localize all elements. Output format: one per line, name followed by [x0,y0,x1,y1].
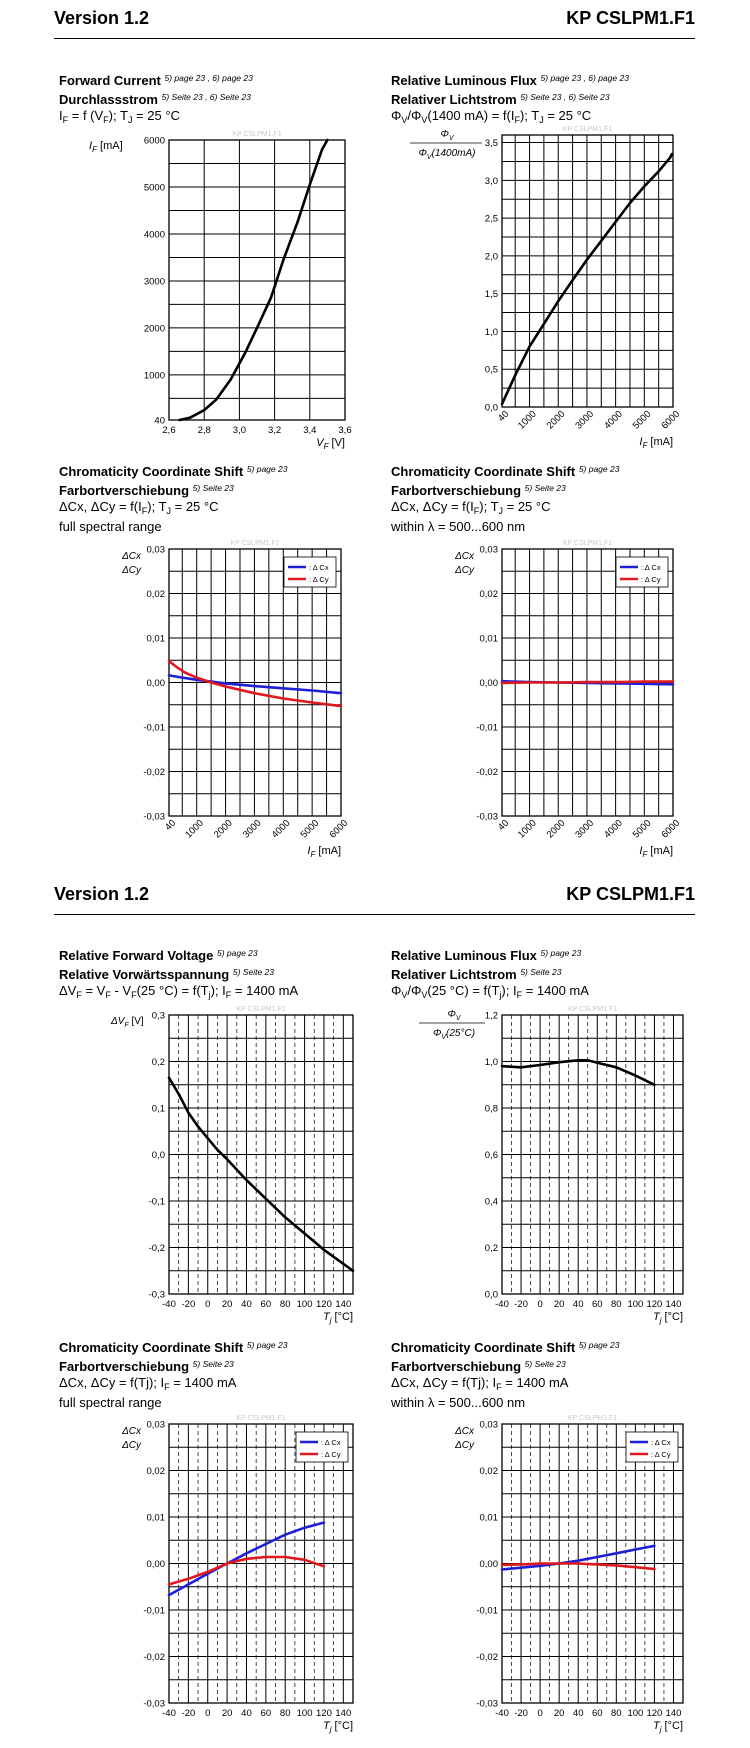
x-tick-label: 0 [537,1708,543,1719]
caption-equation: $I_F = f$ $(V_F)$; $T_J = 25$ °C [59,108,180,125]
chart-2 [410,126,682,450]
y-tick-label: 1000 [143,370,165,382]
x-axis-label: $T_j$ [°C] [652,1720,683,1734]
y-tick-label: 0,00 [479,1559,498,1570]
caption-note: within λ = 500...600 nm [391,1395,526,1410]
y-tick-label: -0,01 [143,1605,165,1617]
y-axis-label-cy: ΔCy [455,565,474,576]
x-tick-label: 20 [221,1708,233,1719]
x-axis-label: $I_F$ [mA] [307,845,341,859]
x-tick-label: 1000 [183,817,206,841]
y-tick-label: 0,2 [484,1243,498,1254]
y-tick-label: -0,02 [143,1652,165,1663]
y-axis-label: $I_F$ [mA] [89,140,123,154]
y-tick-label: -0,01 [143,722,165,734]
x-tick-label: 2,6 [162,425,176,436]
x-tick-label: -20 [514,1299,528,1310]
y-tick-label: 0,01 [479,633,498,645]
y-tick-label: -0,02 [143,767,165,778]
document-id: KP CSLPM1.F1 [566,8,695,28]
plot-frame [502,135,673,407]
y-tick-label: 0,01 [146,633,165,645]
y-tick-label: 2,0 [484,251,498,263]
x-tick-label: -40 [162,1299,176,1310]
chart-8 [454,1415,683,1734]
y-axis-label: $\Phi_V$ [440,129,454,142]
x-tick-label: 60 [591,1299,603,1310]
watermark: KP CSLPM1.F1 [236,1006,286,1013]
x-tick-label: -40 [162,1708,176,1719]
x-tick-label: 140 [335,1708,352,1719]
x-tick-label: -40 [495,1299,509,1310]
y-tick-label: 0,0 [484,1289,498,1301]
x-tick-label: 80 [611,1708,622,1719]
x-axis-label: $T_j$ [°C] [322,1720,353,1734]
caption-chromaticity-current-full: Chromaticity Coordinate Shift $^{5) page 23}$ Farbortverschiebung $^{5) Seite 23}$ ΔCx, $\Delta Cy = f(I_F)$; $T_J = 25$ °C full spectral range [59,461,389,535]
y-axis-label-cy: ΔCy [122,1440,141,1451]
x-tick-label: 100 [296,1299,313,1310]
y-tick-label: -0,1 [148,1196,165,1208]
y-tick-label: 0,2 [151,1057,165,1068]
y-axis-label-cx: ΔCx [122,1426,141,1437]
caption-chromaticity-temp-window: Chromaticity Coordinate Shift $^{5) page 23}$ Farbortverschiebung $^{5) Seite 23}$ ΔCx, ΔCy = f(Tj); $I_F = 1400$ mA within λ = 500...600 nm [391,1337,721,1411]
x-axis-label: $I_F$ [mA] [639,436,673,450]
y-tick-label: 0,03 [479,1419,498,1431]
x-tick-label: 120 [646,1299,663,1310]
x-tick-label: 3000 [573,817,597,841]
y-tick-label: 40 [154,415,165,427]
x-tick-label: 140 [335,1299,352,1310]
y-axis-label-cy: ΔCy [122,565,141,576]
x-tick-label: 80 [279,1708,291,1719]
caption-equation: ΔCx, $\Delta Cy = f(I_F)$; $T_J = 25$ °C [59,499,219,516]
x-tick-label: 4000 [269,817,293,841]
x-tick-label: 40 [572,1299,584,1310]
y-tick-label: 3000 [143,276,165,288]
watermark: KP CSLPM1.F1 [567,1415,618,1422]
watermark: KP CSLPM1.F1 [230,540,280,547]
caption-note: full spectral range [59,519,162,534]
series-line--v [502,158,670,404]
caption-forward-current: Forward Current $^{5) page 23 , 6) page 23}$ Durchlassstrom $^{5) Seite 23 , 6) Seite 23}$ $I_F = f$ $(V_F)$; $T_J = 25$ °C [59,70,389,128]
y-tick-label: 2000 [143,323,165,335]
y-axis-label: $\Delta V_F$ [V] [111,1016,144,1029]
x-tick-label: 1000 [516,408,539,432]
y-tick-label: 0,5 [484,364,498,376]
x-axis-label: $T_j$ [°C] [652,1311,683,1325]
x-tick-label: -20 [181,1708,196,1719]
caption-equation: $\Delta V_F = V_F - V_F(25$ $^\circ C) = f(T_j)$; $I_F = 1400$ mA [59,983,299,1000]
caption-equation: ΔCx, ΔCy = f(Tj); $I_F = 1400$ mA [391,1375,569,1392]
legend-label: : Δ Cy [309,575,329,584]
watermark: KP CSLPM1.F1 [232,131,282,138]
x-tick-label: 40 [241,1299,252,1310]
x-tick-label: 40 [241,1708,252,1719]
series-line--cy [502,682,673,683]
y-tick-label: 0,6 [484,1150,498,1161]
y-tick-label: 0,3 [151,1010,165,1022]
y-tick-label: 0,02 [479,1466,498,1477]
x-axis-label: $I_F$ [mA] [639,845,673,859]
x-tick-label: 3000 [573,408,597,432]
caption-equation: $\Phi_V/\Phi_V(1400$ $mA) = f(I_F)$; $T_J = 25$ °C [391,108,592,125]
x-tick-label: 100 [627,1299,644,1310]
x-axis-label: $V_F$ [V] [316,437,345,451]
chart-3 [121,540,350,859]
y-tick-label: 0,8 [484,1103,498,1115]
y-tick-label: 0,03 [146,544,165,556]
caption-equation: $\Phi_V/\Phi_V(25$ $^\circ C) = f(T_j)$; $I_F = 1400$ mA [391,983,589,1000]
x-tick-label: 3000 [240,817,264,841]
y-tick-label: 0,03 [479,544,498,556]
version-label: Version 1.2 [54,884,150,904]
caption-relative-luminous-flux-temp: Relative Luminous Flux $^{5) page 23}$ Relativer Lichtstrom $^{5) Seite 23}$ $\Phi_V/\Phi_V(25$ $^\circ C) = f(T_j)$; $I_F = 1400$ mA [391,945,721,1003]
legend-label: : Δ Cy [651,1450,671,1459]
y-tick-label: -0,02 [476,1652,498,1663]
caption-equation: ΔCx, $\Delta Cy = f(I_F)$; $T_J = 25$ °C [391,499,551,516]
y-tick-label: 0,00 [479,678,498,689]
chart-5 [110,1006,353,1325]
y-tick-label: 0,03 [146,1419,165,1431]
x-tick-label: 20 [553,1299,565,1310]
x-tick-label: 40 [495,408,512,425]
x-tick-label: 0 [205,1708,211,1719]
x-tick-label: 4000 [602,817,625,841]
legend-label: : Δ Cx [321,1438,341,1447]
x-tick-label: 3,6 [338,425,352,436]
x-tick-label: -40 [495,1708,509,1719]
y-tick-label: -0,02 [476,767,498,778]
y-tick-label: 1,2 [484,1010,498,1022]
x-tick-label: 5000 [630,817,654,841]
y-axis-label-cy: ΔCy [455,1440,474,1451]
y-axis-label: $\Phi_V$ [447,1009,461,1022]
y-tick-label: -0,2 [148,1243,165,1254]
watermark: KP CSLPM1.F1 [562,126,613,133]
x-tick-label: 1000 [516,817,539,841]
y-tick-label: 0,00 [146,1559,165,1570]
y-tick-label: 0,02 [146,589,165,600]
y-axis-label-cx: ΔCx [455,551,474,562]
y-tick-label: 3,0 [484,175,498,187]
y-tick-label: 0,1 [151,1103,165,1115]
y-tick-label: -0,3 [148,1289,165,1301]
y-tick-label: 3,5 [484,138,498,150]
x-tick-label: 5000 [630,408,654,432]
y-tick-label: -0,01 [476,722,498,734]
x-tick-label: 80 [611,1299,622,1310]
x-tick-label: 40 [572,1708,584,1719]
y-axis-label-cx: ΔCx [122,551,141,562]
x-tick-label: 3,0 [232,425,247,436]
y-tick-label: -0,03 [476,1698,498,1710]
x-tick-label: -20 [181,1299,196,1310]
y-tick-label: 4000 [143,229,165,241]
chart-6 [419,1006,683,1325]
y-axis-label-cx: ΔCx [455,1426,474,1437]
y-tick-label: -0,01 [476,1605,498,1617]
y-tick-label: 5000 [143,182,165,194]
x-tick-label: 40 [495,817,512,834]
y-axis-label: $\Phi_V(25^\circ C)$ [432,1028,476,1041]
caption-relative-luminous-flux-current: Relative Luminous Flux $^{5) page 23 , 6) page 23}$ Relativer Lichtstrom $^{5) Seite 23 , 6) Seite 23}$ $\Phi_V/\Phi_V(1400$ $mA) = f(I_F)$; $T_J = 25$ °C [391,70,721,128]
y-tick-label: 1,0 [484,326,498,338]
caption-chromaticity-current-window: Chromaticity Coordinate Shift $^{5) page 23}$ Farbortverschiebung $^{5) Seite 23}$ ΔCx, $\Delta Cy = f(I_F)$; $T_J = 25$ °C within λ = 500...600 nm [391,461,721,535]
x-tick-label: 40 [162,817,179,834]
caption-equation: ΔCx, ΔCy = f(Tj); $I_F = 1400$ mA [59,1375,237,1392]
x-tick-label: 0 [537,1299,543,1310]
plot-frame [169,140,345,420]
caption-note: within λ = 500...600 nm [391,519,526,534]
x-tick-label: 80 [279,1299,291,1310]
y-tick-label: 0,01 [479,1512,498,1524]
x-tick-label: 60 [260,1299,272,1310]
x-tick-label: 5000 [298,817,322,841]
y-tick-label: -0,03 [143,811,165,823]
caption-chromaticity-temp-full: Chromaticity Coordinate Shift $^{5) page 23}$ Farbortverschiebung $^{5) Seite 23}$ ΔCx, ΔCy = f(Tj); $I_F = 1400$ mA full spectral range [59,1337,389,1411]
x-tick-label: 6000 [327,817,351,841]
legend-label: : Δ Cx [309,563,329,572]
y-tick-label: 0,00 [146,678,165,689]
watermark: KP CSLPM1.F1 [562,540,613,547]
x-tick-label: 2000 [212,817,235,841]
x-tick-label: 0 [205,1299,211,1310]
x-tick-label: 2,8 [197,425,211,436]
x-tick-label: 2000 [544,408,568,432]
x-tick-label: 6000 [659,817,683,841]
y-tick-label: 0,02 [146,1466,165,1477]
x-tick-label: 120 [316,1299,332,1310]
y-tick-label: 0,4 [484,1196,498,1208]
x-tick-label: 20 [221,1299,233,1310]
watermark: KP CSLPM1.F1 [567,1006,618,1013]
chart-1 [89,131,352,451]
legend-label: : Δ Cx [641,563,661,572]
y-tick-label: -0,03 [476,811,498,823]
x-tick-label: 120 [646,1708,663,1719]
y-tick-label: 0,0 [151,1150,165,1161]
caption-relative-forward-voltage: Relative Forward Voltage $^{5) page 23}$ Relative Vorwärtsspannung $^{5) Seite 23}$ $\Delta V_F = V_F - V_F(25$ $^\circ C) = f(T_j)$; $I_F = 1400$ mA [59,945,389,1003]
legend-label: : Δ Cx [651,1438,671,1447]
x-tick-label: 140 [665,1708,682,1719]
y-tick-label: -0,03 [143,1698,165,1710]
series-line-i-f [180,140,328,420]
x-tick-label: 100 [627,1708,644,1719]
x-axis-label: $T_j$ [°C] [322,1311,353,1325]
chart-4 [454,540,682,859]
x-tick-label: 3,2 [267,425,282,436]
legend-label: : Δ Cy [641,575,661,584]
y-tick-label: 0,02 [479,589,498,600]
y-tick-label: 1,5 [484,289,498,301]
x-tick-label: 20 [553,1708,565,1719]
series-line--v-f [169,1078,353,1271]
chart-7 [121,1415,353,1734]
legend-label: : Δ Cy [321,1450,341,1459]
x-tick-label: 3,4 [303,425,317,436]
y-tick-label: 1,0 [484,1057,498,1068]
x-tick-label: -20 [514,1708,528,1719]
y-tick-label: 0,0 [484,402,498,414]
x-tick-label: 100 [296,1708,313,1719]
document-id: KP CSLPM1.F1 [566,884,695,904]
version-label: Version 1.2 [54,8,150,28]
y-tick-label: 0,01 [146,1512,165,1524]
y-tick-label: 2,5 [484,213,498,225]
x-tick-label: 2000 [544,817,568,841]
x-tick-label: 120 [316,1708,332,1719]
y-axis-label: $\Phi_V(1400mA)$ [418,148,476,161]
series-line--cy [169,661,341,706]
x-tick-label: 140 [665,1299,682,1310]
x-tick-label: 60 [260,1708,272,1719]
x-tick-label: 6000 [659,408,683,432]
x-tick-label: 60 [591,1708,603,1719]
x-tick-label: 4000 [602,408,625,432]
y-tick-label: 6000 [143,135,165,147]
caption-note: full spectral range [59,1395,162,1410]
watermark: KP CSLPM1.F1 [236,1415,286,1422]
